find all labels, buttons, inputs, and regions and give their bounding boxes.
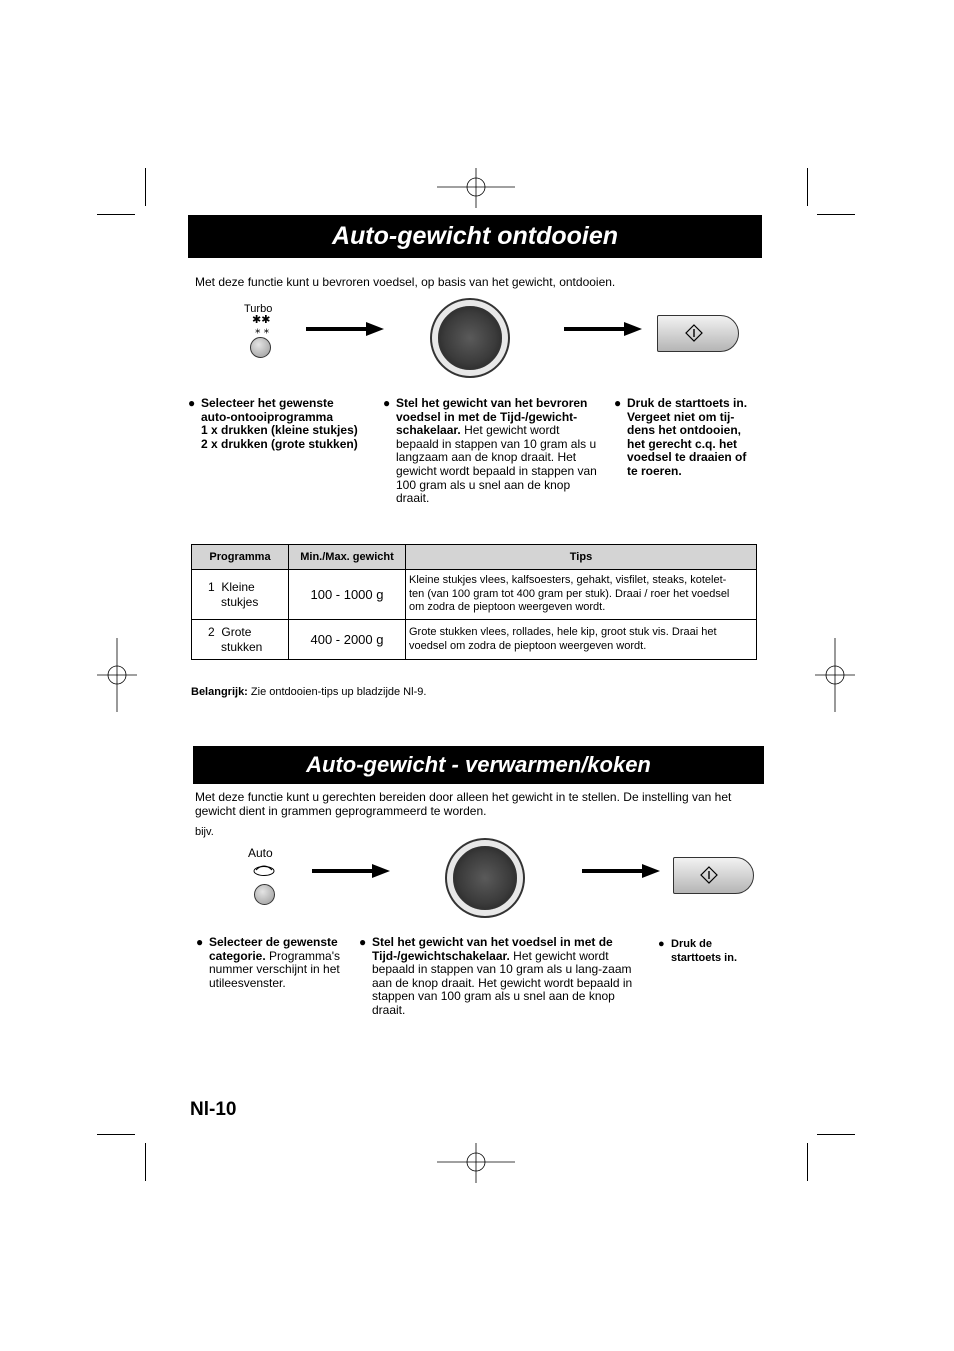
section-title-defrost: Auto-gewicht ontdooien [188,215,762,258]
program-name: stukjes [221,594,259,609]
weight-cell: 400 - 2000 g [289,620,406,660]
tips-line: voedsel om zodra de pieptoon weergeven wordt. [409,639,647,652]
weight-cell: 100 - 1000 g [289,570,406,620]
step-line: Druk de starttoets in. [627,396,748,410]
bullet-icon: ● [188,396,196,410]
program-name: stukken [221,639,263,654]
step-line: schakelaar. [396,423,461,438]
intro-text [195,790,765,818]
intro-text: Met deze functie kunt u bevroren voedsel, op basis van het gewicht, ontdooien. [195,275,616,289]
bullet-icon: ● [196,935,204,949]
step-line: utileesvenster. [209,975,286,990]
arrow-right-icon [306,321,384,337]
step-set-weight [383,396,616,506]
dish-icon [252,861,276,877]
step-line: te roeren. [627,463,682,478]
crop-mark [97,1134,135,1135]
step-line: categorie. [209,948,266,963]
tips-line: Grote stukken vlees, rollades, hele kip, groot stuk vis. Draai het [409,626,717,638]
important-note [191,685,426,699]
registration-mark-icon [97,638,137,712]
bullet-icon: ● [383,396,391,410]
start-diamond-icon [700,866,718,884]
auto-button[interactable] [254,884,275,905]
step-line: auto-ontooiprogramma [201,409,333,424]
intro-line: Met deze functie kunt u gerechten bereiden door alleen het gewicht in te stellen. De instelling van het [195,790,732,804]
step-select-category [196,935,359,990]
registration-mark-icon [815,638,855,712]
note-text: Zie ontdooien-tips up bladzijde Nl-9. [247,686,427,698]
step-line: Programma's [265,948,341,963]
step-line: Vergeet niet om tij- [627,409,735,424]
header-tips: Tips [406,545,757,570]
arrow-right-icon [582,863,660,879]
bullet-icon: ● [614,396,622,410]
step-line: dens het ontdooien, [627,423,741,438]
header-program: Programma [192,545,289,570]
step-line: Selecteer het gewenste [201,396,334,410]
table-header-row [192,545,757,570]
start-button[interactable] [673,857,754,894]
time-weight-dial[interactable] [438,306,502,370]
section-title-reheat-cook: Auto-gewicht - verwarmen/koken [193,746,764,784]
program-cell [192,620,289,660]
time-weight-dial[interactable] [453,846,517,910]
bullet-icon: ● [658,938,665,950]
program-number: 2 [208,624,215,639]
arrow-right-icon [564,321,642,337]
step-line: 100 gram als u snel aan de knop [396,477,571,492]
crop-mark [817,214,855,215]
program-cell [192,570,289,620]
step-press-start [614,396,767,479]
step-line: aan de knop draait. Het gewicht wordt bepaald in [372,975,633,990]
program-name: Grote [221,624,252,639]
intro-line: gewicht dient in grammen geprogrammeerd te worden. [195,804,487,818]
registration-mark-icon [437,168,515,208]
header-weight: Min./Max. gewicht [289,545,406,570]
step-select-program [188,396,381,451]
program-number: 1 [208,579,215,594]
page-number: Nl-10 [190,1099,237,1120]
step-line: bepaald in stappen van 10 gram als u [396,436,597,451]
tips-line: Kleine stukjes vlees, kalfsoesters, gehakt, visfilet, steaks, kotelet- [409,574,727,587]
defrost-icon: ✱✱ ⁎ ⁎ [252,314,271,336]
step-line: Het gewicht wordt [509,948,609,963]
step-line: 1 x drukken (kleine stukjes) [201,423,358,438]
step-line: nummer verschijnt in het [209,962,340,977]
step-line: Selecteer de gewenste [209,935,338,949]
turbo-label: Turbo [244,303,273,315]
step-line: Stel het gewicht van het bevroren [396,396,588,410]
step-set-weight [359,935,657,1018]
step-line: 2 x drukken (grote stukken) [201,436,358,451]
arrow-right-icon [312,863,390,879]
start-button[interactable] [657,315,739,352]
step-line: voedsel in met de Tijd-/gewicht- [396,409,578,424]
step-line: draait. [396,491,430,506]
crop-mark [817,1134,855,1135]
example-label: bijv. [195,826,214,838]
registration-mark-icon [437,1143,515,1183]
step-line: stappen van 100 gram als u snel aan de knop [372,989,615,1004]
tips-cell [406,570,757,620]
step-line: het gerecht c.q. het [627,436,738,451]
note-label: Belangrijk: [191,686,248,698]
step-line: gewicht wordt bepaald in stappen van [396,463,597,478]
step-line: Druk de [671,938,712,950]
crop-mark [145,1143,146,1181]
crop-mark [807,1143,808,1181]
step-line: draait. [372,1002,406,1017]
step-press-start [658,938,771,965]
table-row [192,620,757,660]
program-name: Kleine [221,579,255,594]
crop-mark [145,168,146,206]
turbo-button[interactable] [250,337,271,358]
tips-line: om zodra de pieptoon weergeven wordt. [409,601,606,614]
program-table [191,544,757,660]
step-line: Het gewicht wordt [460,423,560,438]
step-line: bepaald in stappen van 10 gram als u lang-zaam [372,962,632,977]
step-line: voedsel te draaien of [627,450,747,465]
table-row [192,570,757,620]
tips-cell [406,620,757,660]
start-diamond-icon [685,324,703,342]
step-line: langzaam aan de knop draait. Het [396,450,577,465]
step-line: Tijd-/gewichtschakelaar. [372,948,510,963]
step-line: Stel het gewicht van het voedsel in met de [372,935,613,949]
bullet-icon: ● [359,935,367,949]
step-line: starttoets in. [671,951,738,964]
auto-label: Auto [248,846,273,860]
tips-line: ten (van 100 gram tot 400 gram per stuk). Draai / roer het voedsel [409,587,730,600]
crop-mark [807,168,808,206]
crop-mark [97,214,135,215]
